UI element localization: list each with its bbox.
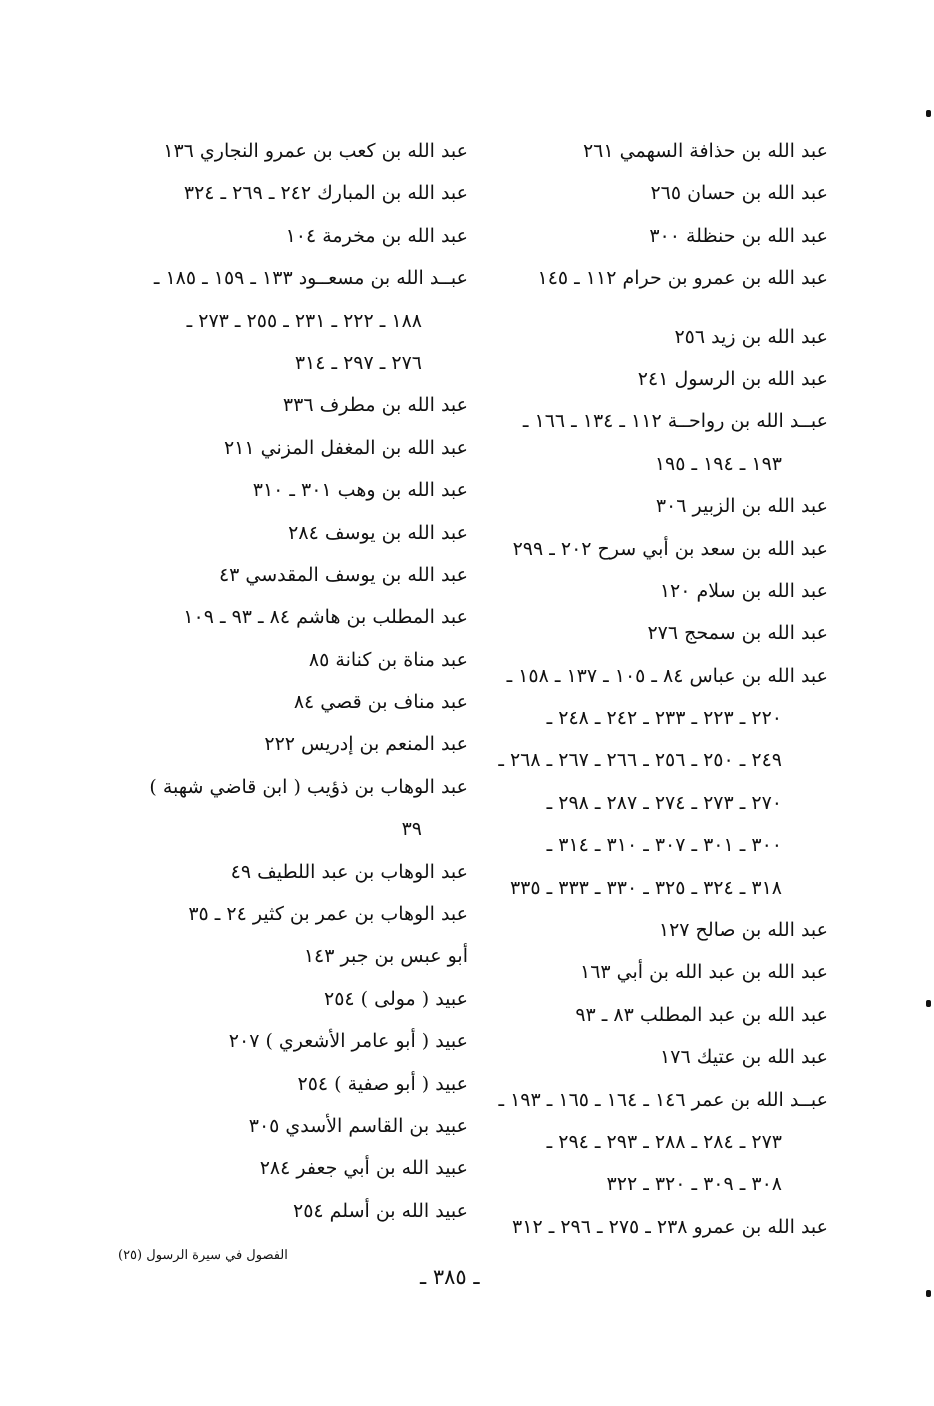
index-entry: عبد الله بن عبد المطلب ٨٣ ـ ٩٣ [575, 1003, 828, 1026]
index-entry-continuation: ٣٠٨ ـ ٣٠٩ ـ ٣٢٠ ـ ٣٢٢ [606, 1173, 782, 1196]
index-entry: عبيد بن القاسم الأسدي ٣٠٥ [248, 1114, 468, 1137]
index-entry-continuation: ٣٩ [401, 818, 422, 841]
index-entry: عبد الله بن يوسف المقدسي ٤٣ [218, 563, 468, 586]
index-entry: عبد الله بن كعب بن عمرو النجاري ١٣٦ [163, 140, 468, 162]
index-entry: أبو عبس بن جبر ١٤٣ [303, 945, 468, 968]
index-entry: عبيد الله بن أبي جعفر ٢٨٤ [259, 1157, 468, 1180]
index-entry: عبد المنعم بن إدريس ٢٢٢ [264, 733, 468, 756]
index-entry-continuation: ٢٧٣ ـ ٢٨٤ ـ ٢٨٨ ـ ٢٩٣ ـ ٢٩٤ ـ [546, 1130, 782, 1153]
index-entry-continuation: ١٨٨ ـ ٢٢٢ ـ ٢٣١ ـ ٢٥٥ ـ ٢٧٣ ـ [186, 309, 422, 332]
index-entry: عبد الله بن مخرمة ١٠٤ [285, 224, 468, 247]
index-entry: عبد الله بن عمرو ٢٣٨ ـ ٢٧٥ ـ ٢٩٦ ـ ٣١٢ [512, 1215, 828, 1238]
index-entry: عبد الوهاب بن ذؤيب ( ابن قاضي شهبة ) [149, 775, 468, 798]
index-entry: عبد الله بن المغفل المزني ٢١١ [223, 436, 468, 459]
index-entry: عبــد الله بن عمر ١٤٦ ـ ١٦٤ ـ ١٦٥ ـ ١٩٣ ـ [498, 1088, 828, 1111]
index-entry: عبيد الله بن أسلم ٢٥٤ [293, 1199, 468, 1222]
index-entry: عبد الله بن الرسول ٢٤١ [637, 367, 828, 390]
index-entry: عبد الله بن يوسف ٢٨٤ [288, 521, 468, 544]
index-entry: عبــد الله بن رواحــة ١١٢ ـ ١٣٤ ـ ١٦٦ ـ [522, 410, 828, 433]
margin-dot-middle [926, 1000, 931, 1007]
index-entry: عبد الله بن صالح ١٢٧ [658, 919, 828, 942]
footer-book-title: الفصول في سيرة الرسول (٢٥) [118, 1248, 288, 1263]
index-entry: عبد الله بن حسان ٢٦٥ [650, 182, 828, 205]
index-entry: عبد الله بن الزبير ٣٠٦ [655, 495, 828, 518]
index-entry: عبد الله بن سلام ١٢٠ [659, 579, 828, 602]
right-column [478, 130, 828, 1248]
index-entry: عبد الله بن حذافة السهمي ٢٦١ [582, 140, 828, 162]
margin-dot-bottom [926, 1290, 931, 1297]
page-number: ـ ٣٨٥ ـ [420, 1265, 480, 1289]
index-entry-continuation: ٢٢٠ ـ ٢٢٣ ـ ٢٣٣ ـ ٢٤٢ ـ ٢٤٨ ـ [546, 707, 782, 730]
index-entry-continuation: ٣١٨ ـ ٣٢٤ ـ ٣٢٥ ـ ٣٣٠ ـ ٣٣٣ ـ ٣٣٥ [509, 876, 782, 899]
index-entry: عبد الله بن عبد الله بن أبي ١٦٣ [580, 961, 828, 984]
index-entry: عبد الله بن المبارك ٢٤٢ ـ ٢٦٩ ـ ٣٢٤ [183, 182, 468, 205]
index-entry: عبد المطلب بن هاشم ٨٤ ـ ٩٣ ـ ١٠٩ [183, 606, 468, 629]
index-entry-continuation: ٢٧٦ ـ ٢٩٧ ـ ٣١٤ [294, 351, 422, 374]
index-entry: عبيد ( أبو صفية ) ٢٥٤ [297, 1072, 468, 1095]
index-entry-continuation: ٢٧٠ ـ ٢٧٣ ـ ٢٧٤ ـ ٢٨٧ ـ ٢٩٨ ـ [546, 791, 782, 814]
index-entry: عبــد الله بن مسعــود ١٣٣ ـ ١٥٩ ـ ١٨٥ ـ [153, 267, 468, 290]
index-entry: عبد الله بن مطرف ٣٣٦ [282, 394, 468, 417]
index-entry-continuation: ٣٠٠ ـ ٣٠١ ـ ٣٠٧ ـ ٣١٠ ـ ٣١٤ ـ [546, 834, 782, 857]
index-entry: عبيد ( أبو عامر الأشعري ) ٢٠٧ [228, 1030, 468, 1053]
index-entry: عبد الله بن سمحج ٢٧٦ [647, 622, 828, 645]
index-entry: عبد الله بن عمرو بن حرام ١١٢ ـ ١٤٥ [537, 267, 828, 290]
index-entry: عبد الله بن سعد بن أبي سرح ٢٠٢ ـ ٢٩٩ [512, 537, 828, 560]
index-entry-continuation: ١٩٣ ـ ١٩٤ ـ ١٩٥ [654, 452, 782, 475]
index-entry: عبيد ( مولى ) ٢٥٤ [323, 987, 468, 1010]
index-entry: عبد الله بن زيد ٢٥٦ [674, 325, 828, 348]
index-entry: عبد مناة بن كنانة ٨٥ [308, 648, 468, 671]
index-entry-continuation: ٢٤٩ ـ ٢٥٠ ـ ٢٥٦ ـ ٢٦٦ ـ ٢٦٧ ـ ٢٦٨ ـ [498, 749, 782, 772]
left-column [128, 130, 468, 1232]
index-entry: عبد الله بن حنظلة ٣٠٠ [649, 224, 828, 247]
index-entry: عبد الله بن وهب ٣٠١ ـ ٣١٠ [252, 479, 468, 502]
index-entry: عبد الوهاب بن عبد اللطيف ٤٩ [230, 860, 468, 883]
index-entry: عبد مناف بن قصي ٨٤ [293, 691, 468, 714]
margin-dot-top [926, 110, 931, 117]
index-entry: عبد الله بن عباس ٨٤ ـ ١٠٥ ـ ١٣٧ ـ ١٥٨ ـ [506, 664, 828, 687]
index-entry: عبد الله بن عتيك ١٧٦ [660, 1046, 828, 1069]
index-entry: عبد الوهاب بن عمر بن كثير ٢٤ ـ ٣٥ [188, 903, 468, 926]
